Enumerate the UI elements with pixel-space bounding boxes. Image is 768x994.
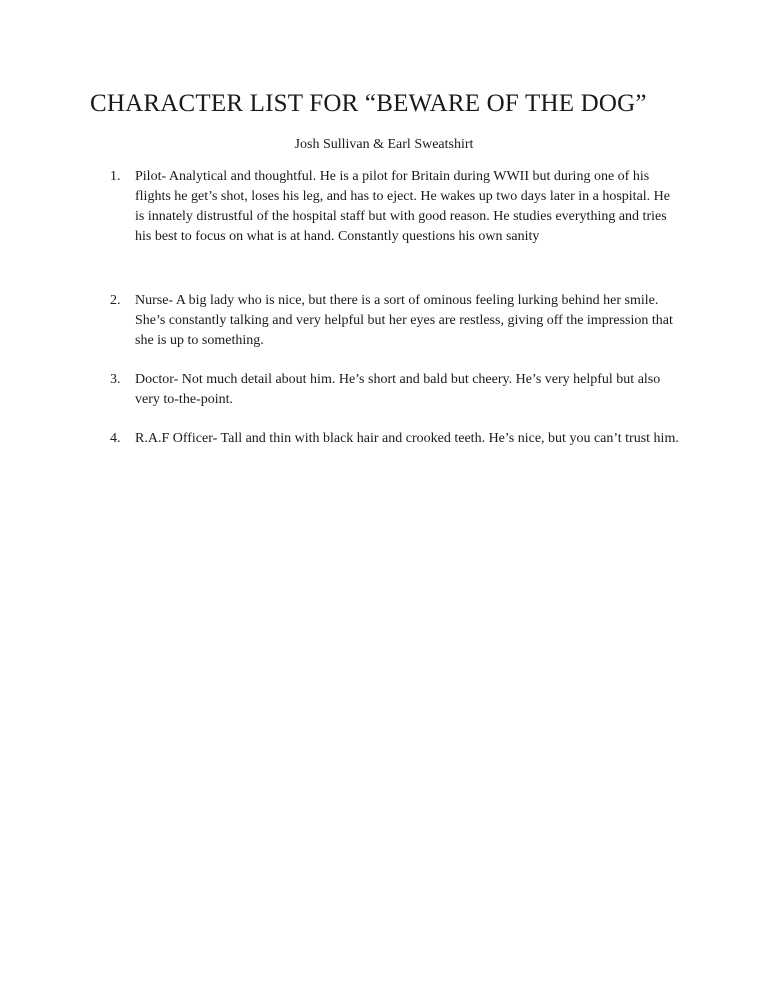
list-item — [110, 429, 682, 449]
list-item-number: 4. — [110, 431, 121, 446]
list-item — [110, 370, 682, 410]
list-item-text: Pilot- Analytical and thoughtful. He is a pilot for Britain during WWII but during one of his flights he get’s shot, loses his leg, and has to eject. He wakes up two days later in a hospital. He is innately distrustful of the hospital staff but with good reason. He studies everything and tries his best to focus on what is at hand. Constantly questions his own sanity — [135, 169, 671, 244]
list-item-text: R.A.F Officer- Tall and thin with black hair and crooked teeth. He’s nice, but you can’t trust him. — [135, 431, 679, 446]
list-item — [110, 167, 682, 247]
list-item-number: 2. — [110, 293, 121, 308]
list-item — [110, 291, 682, 351]
authors-line — [0, 136, 768, 154]
list-item-text: Doctor- Not much detail about him. He’s short and bald but cheery. He’s very helpful but also very to-the-point. — [135, 372, 661, 407]
list-item-text: Nurse- A big lady who is nice, but there is a sort of ominous feeling lurking behind her smile. She’s constantly talking and very helpful but her eyes are restless, giving off the impression that she is up to something. — [135, 293, 673, 348]
character-list — [110, 167, 682, 449]
authors-text: Josh Sullivan & Earl Sweatshirt — [294, 137, 474, 152]
list-item-number: 1. — [110, 169, 121, 184]
page-title: CHARACTER LIST FOR “BEWARE OF THE DOG” — [90, 90, 647, 117]
list-item-number: 3. — [110, 372, 121, 387]
